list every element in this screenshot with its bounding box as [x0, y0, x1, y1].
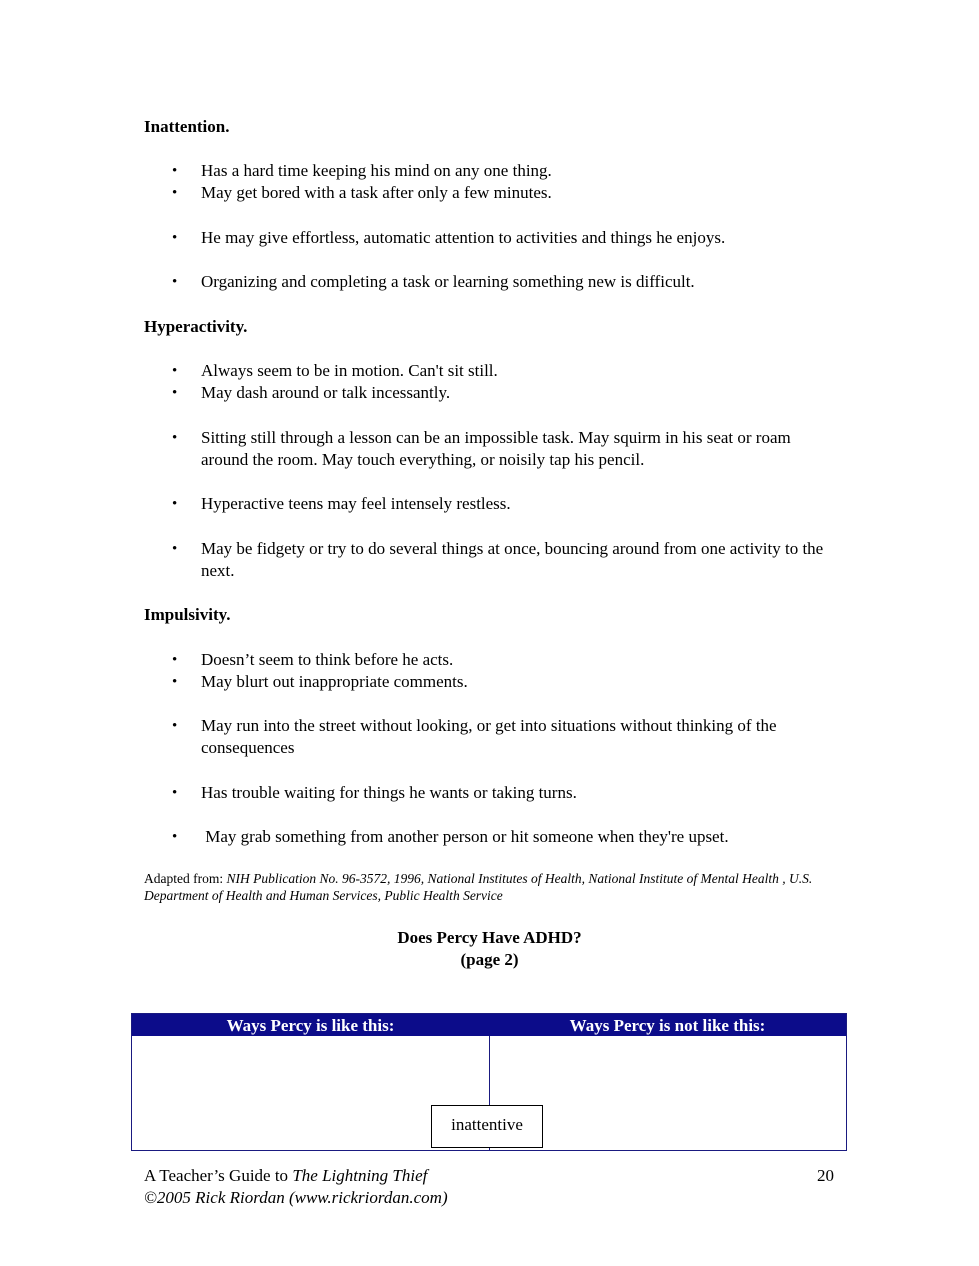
bullet-icon: •	[172, 163, 178, 179]
worksheet-title: Does Percy Have ADHD?	[397, 928, 582, 947]
list-item-text: May be fidgety or try to do several things at once, bouncing around from one activity to the next.	[201, 539, 824, 580]
worksheet-subtitle: (page 2)	[460, 950, 519, 969]
heading-impulsivity: Impulsivity.	[144, 605, 231, 624]
list-item-text: May get bored with a task after only a few minutes.	[201, 183, 552, 202]
footer-guide-line	[144, 1165, 834, 1187]
bullet-icon: •	[172, 363, 178, 379]
list-item-text: Doesn’t seem to think before he acts.	[201, 650, 454, 669]
footer-book-title: The Lightning Thief	[292, 1166, 428, 1185]
column-header-not-like: Ways Percy is not like this:	[569, 1016, 766, 1035]
bullet-icon: •	[172, 785, 178, 801]
bullet-icon: •	[172, 652, 178, 668]
bullet-icon: •	[172, 185, 178, 201]
list-item-text: May blurt out inappropriate comments.	[201, 672, 468, 691]
bullet-icon: •	[172, 430, 178, 446]
bullet-icon: •	[172, 829, 178, 845]
source-citation	[144, 870, 844, 904]
list-item-text: Always seem to be in motion. Can't sit still.	[201, 361, 498, 380]
bullet-icon: •	[172, 718, 178, 734]
table-header	[132, 1014, 846, 1036]
list-item-text: Has a hard time keeping his mind on any one thing.	[201, 161, 552, 180]
heading-hyperactivity: Hyperactivity.	[144, 317, 248, 336]
heading-inattention: Inattention.	[144, 117, 230, 136]
bullet-icon: •	[172, 674, 178, 690]
bullet-icon: •	[172, 496, 178, 512]
list-item-text: Hyperactive teens may feel intensely restless.	[201, 494, 511, 513]
page-number: 20	[817, 1166, 834, 1185]
list-item-text: He may give effortless, automatic attention to activities and things he enjoys.	[201, 228, 726, 247]
bullet-icon: •	[172, 385, 178, 401]
page-footer	[144, 1165, 834, 1209]
bullet-icon: •	[172, 541, 178, 557]
source-prefix: Adapted from:	[144, 871, 227, 886]
bullet-icon: •	[172, 230, 178, 246]
bullet-icon: •	[172, 274, 178, 290]
list-item-text: May grab something from another person or hit someone when they're upset.	[201, 827, 729, 846]
list-item-text: Has trouble waiting for things he wants or taking turns.	[201, 783, 577, 802]
list-item-text: Sitting still through a lesson can be an impossible task. May squirm in his seat or roam around the room. May touch everything, or noisily tap his pencil.	[201, 428, 791, 469]
list-item-text: May run into the street without looking, or get into situations without thinking of the consequences	[201, 716, 777, 757]
footer-guide-prefix: A Teacher’s Guide to	[144, 1166, 293, 1185]
trait-label-box: inattentive	[431, 1105, 543, 1148]
list-item-text: May dash around or talk incessantly.	[201, 383, 451, 402]
list-item-text: Organizing and completing a task or learning something new is difficult.	[201, 272, 695, 291]
column-header-like: Ways Percy is like this:	[226, 1016, 395, 1035]
source-text: NIH Publication No. 96-3572, 1996, National Institutes of Health, National Institute of Mental Health , U.S. Department of Health and Human Services, Public Health Service	[144, 871, 813, 903]
footer-copyright: ©2005 Rick Riordan (www.rickriordan.com)	[144, 1188, 448, 1207]
